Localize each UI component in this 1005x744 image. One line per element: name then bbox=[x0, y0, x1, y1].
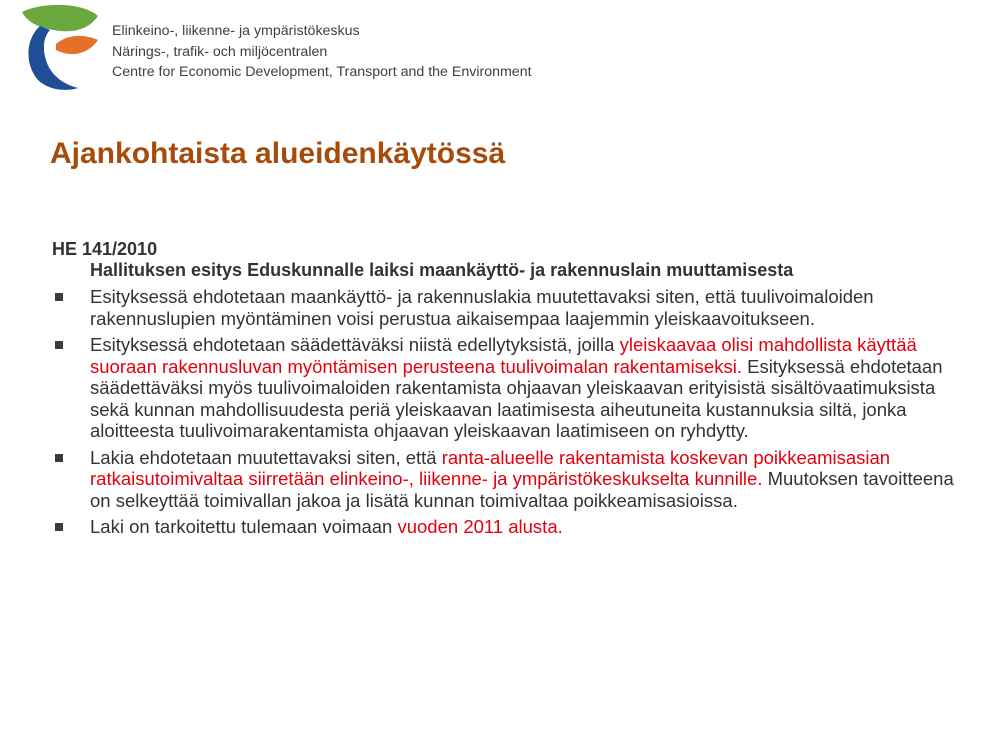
bullet-item bbox=[52, 447, 972, 512]
bullet-text: Lakia ehdotetaan muutettavaksi siten, että bbox=[90, 446, 442, 468]
logo-green-leaf bbox=[22, 5, 98, 31]
bullet-item bbox=[52, 516, 972, 538]
bullet-text: Laki on tarkoitettu tulemaan voimaan bbox=[90, 516, 398, 537]
ely-centre-logo-icon bbox=[20, 4, 102, 90]
bullet-text: Esityksessä ehdotetaan säädettäväksi myös tuulivoimaloiden rakentamista ohjaavan yleiskaavan erityisistä sisältövaatimuksista sekä kunnan mahdollisuudesta periä yleiskaavan laatimisesta aiheutuneita kustannuksia siltä, jonka aloitteesta tuulivoimarakentamista ohjaavan yleiskaavan laatimiseen on ryhdytty. bbox=[90, 355, 943, 441]
bullet-item bbox=[52, 334, 972, 442]
he-title: Hallituksen esitys Eduskunnalle laiksi maankäyttö- ja rakennuslain muuttamisesta bbox=[90, 260, 794, 280]
org-name-en: Centre for Economic Development, Transport and the Environment bbox=[112, 64, 532, 80]
he-code: HE 141/2010 bbox=[52, 239, 158, 259]
square-bullet-icon bbox=[55, 454, 63, 462]
slide-content bbox=[52, 239, 972, 543]
header bbox=[20, 4, 580, 94]
org-name-sv: Närings-, trafik- och miljöcentralen bbox=[112, 43, 328, 60]
highlighted-text: yleiskaavaa olisi mahdollista käyttää suoraan rakennusluvan myöntämisen perusteena tuulivoimalan rakentamiseksi. bbox=[90, 334, 917, 377]
logo-blue-curve bbox=[28, 26, 78, 90]
bullet-text: Esityksessä ehdotetaan maankäyttö- ja rakennuslakia muutettavaksi siten, että tuulivoimaloiden rakennuslupien myöntäminen voisi perustua aikaisempaa laajemmin yleiskaavoitukseen. bbox=[90, 286, 874, 329]
bullet-item bbox=[52, 286, 972, 329]
bullet-list bbox=[52, 286, 972, 538]
organization-names bbox=[112, 21, 532, 83]
square-bullet-icon bbox=[55, 523, 63, 531]
highlighted-text: ranta-alueelle rakentamista koskevan poikkeamisasian ratkaisutoimivaltaa siirretään elinkeino-, liikenne- ja ympäristökeskukselta kunnille. bbox=[90, 446, 891, 489]
bullet-text: Esityksessä ehdotetaan säädettäväksi niistä edellytyksistä, joilla bbox=[90, 334, 620, 355]
org-name-fi: Elinkeino-, liikenne- ja ympäristökeskus bbox=[112, 23, 360, 39]
highlighted-text: vuoden 2011 alusta. bbox=[397, 516, 563, 537]
slide-title: Ajankohtaista alueidenkäytössä bbox=[50, 137, 506, 170]
bullet-text: Muutoksen tavoitteena on selkeyttää toimivallan jakoa ja lisätä kunnan toimivaltaa poikkeamisasioissa. bbox=[90, 468, 954, 511]
logo-orange-leaf bbox=[56, 36, 98, 54]
square-bullet-icon bbox=[55, 293, 63, 301]
square-bullet-icon bbox=[55, 341, 63, 349]
